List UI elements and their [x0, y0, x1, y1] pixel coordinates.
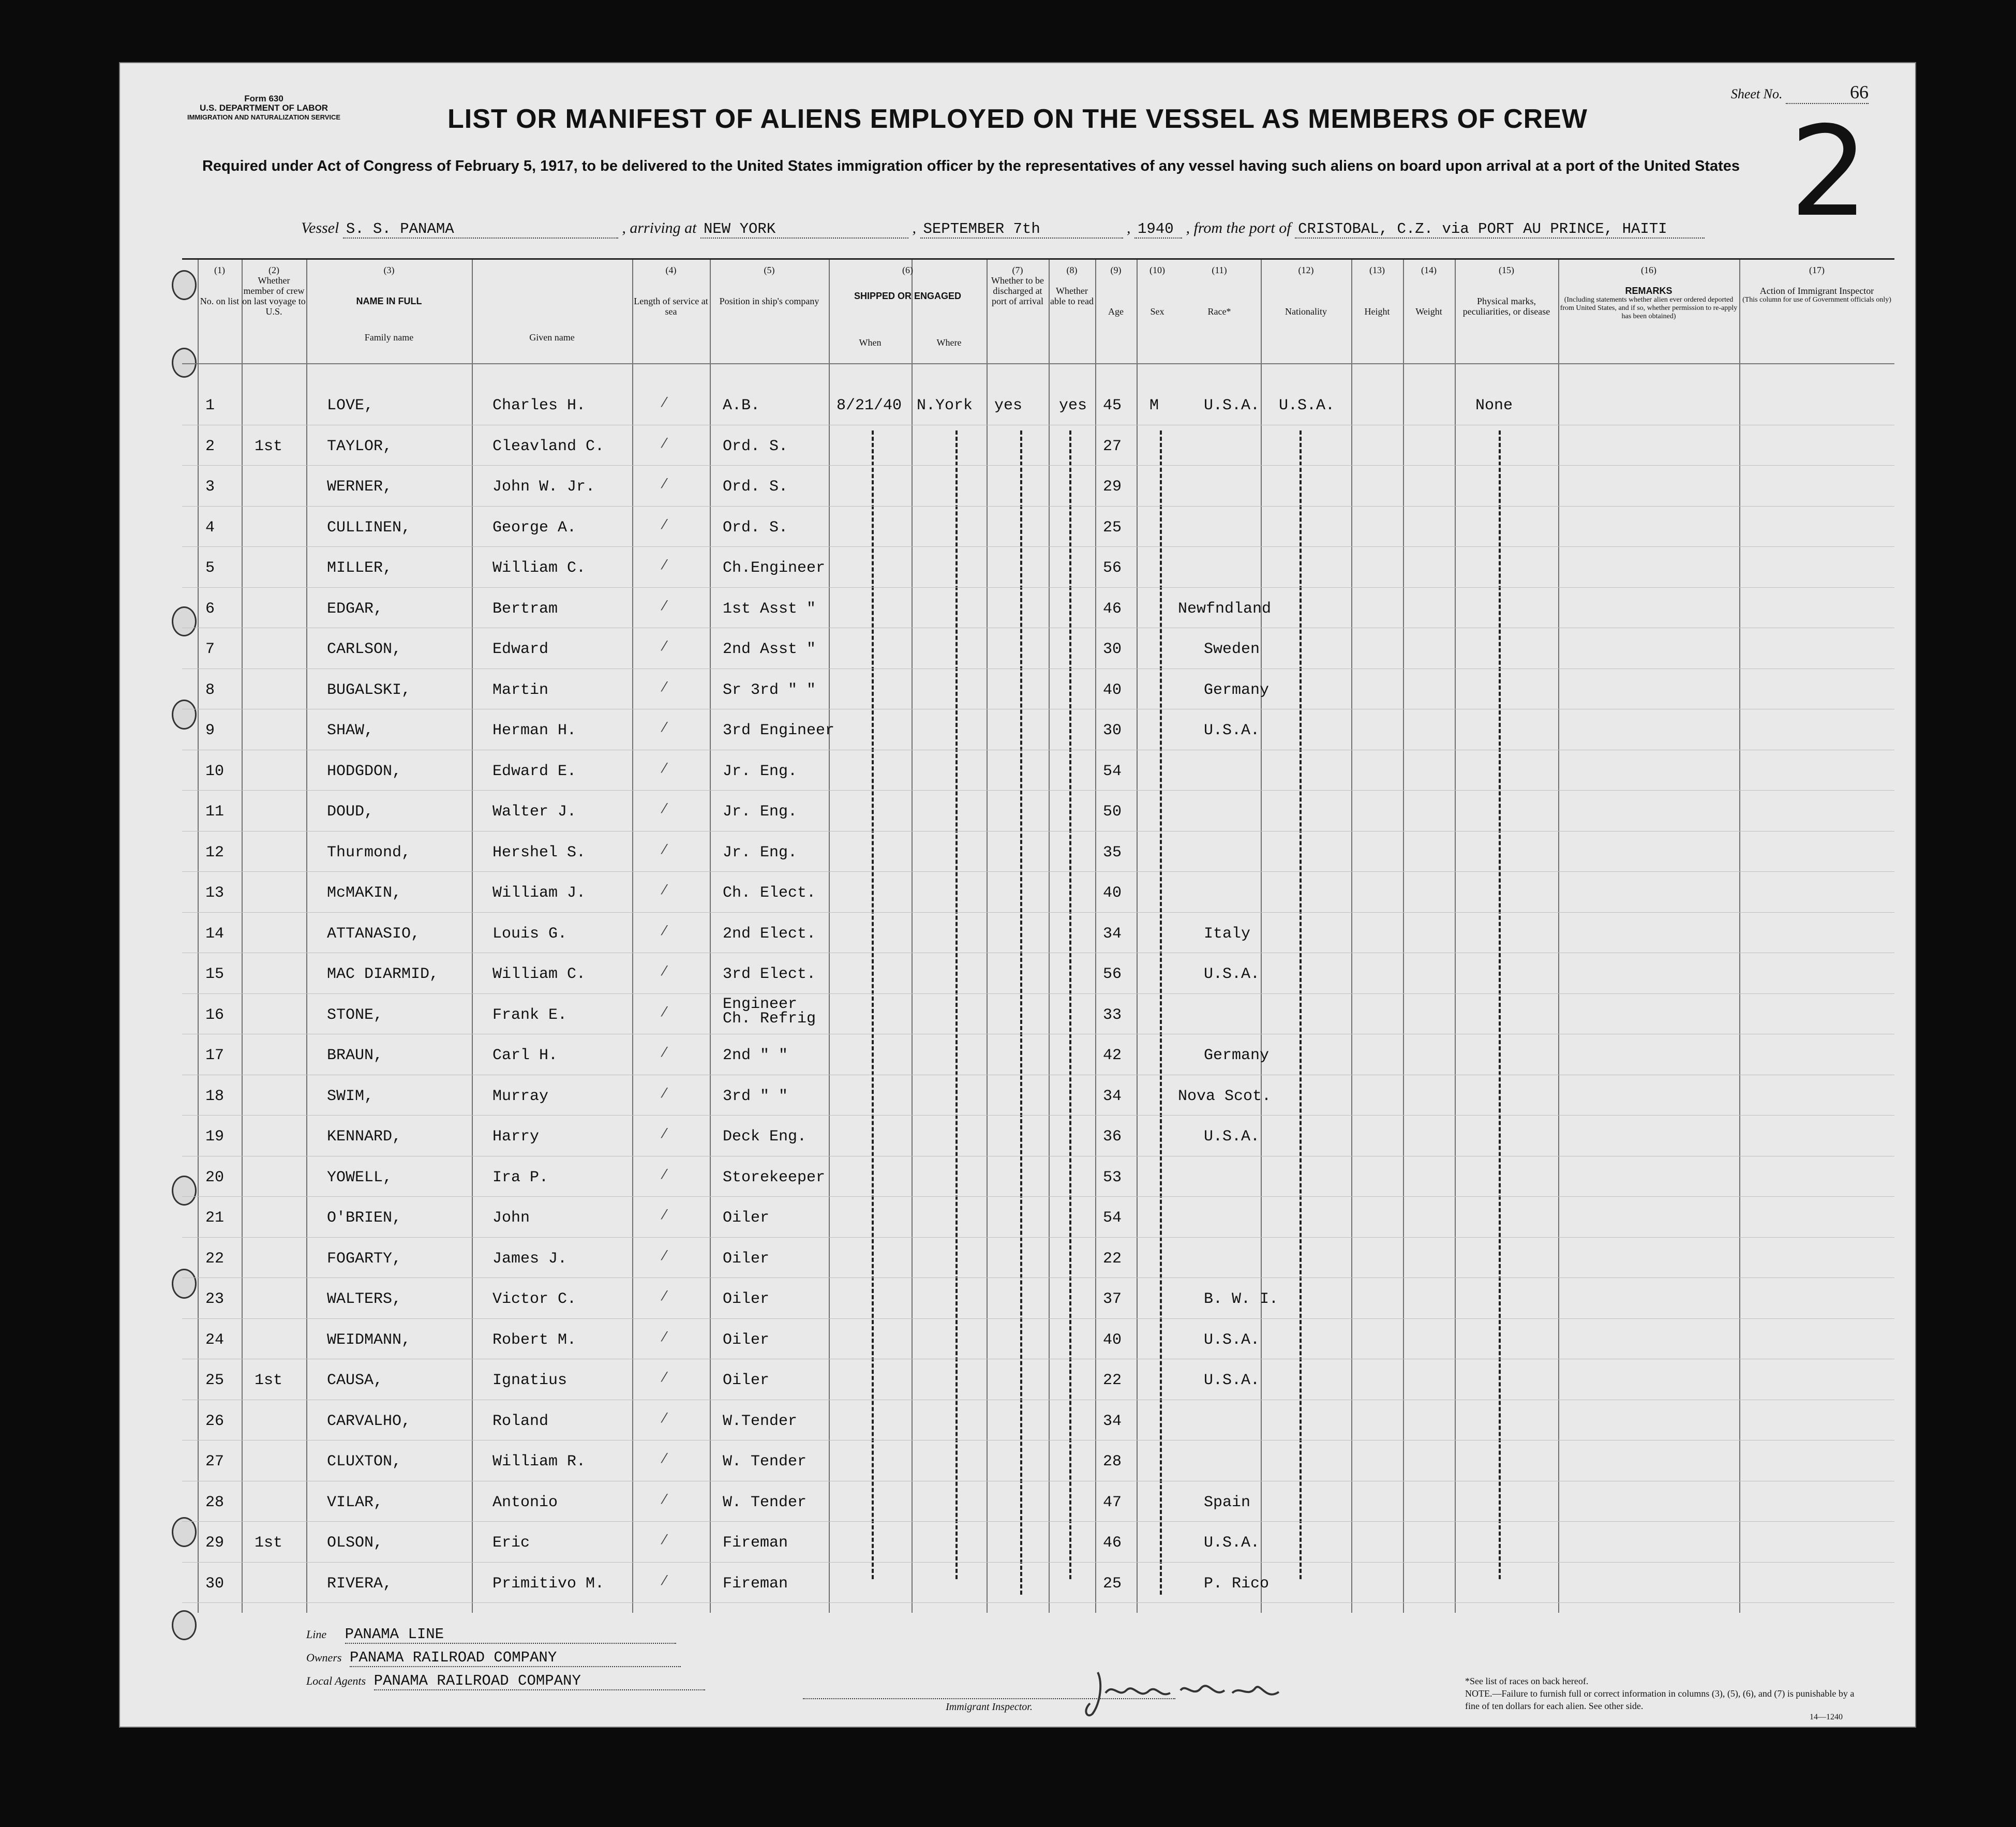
row-number-cell: 13: [205, 884, 225, 902]
position-cell: Sr 3rd " ": [723, 681, 816, 699]
row-number-cell: 5: [205, 559, 215, 577]
service-tick-icon: ⁄: [663, 1085, 666, 1101]
col-2-header: (2) Whether member of crew on last voyage to U.S.: [242, 265, 306, 317]
age-cell: 27: [1103, 437, 1122, 455]
row-number-cell: 30: [205, 1575, 225, 1593]
col-12-header: (12) Nationality: [1285, 265, 1327, 317]
row-number-cell: 28: [205, 1493, 225, 1511]
arriving-label: , arriving at: [622, 219, 697, 236]
service-tick-icon: ⁄: [663, 801, 666, 816]
race-cell: U.S.A.: [1204, 1372, 1260, 1389]
service-tick-icon: ⁄: [663, 882, 666, 898]
family-name-cell: TAYLOR,: [327, 437, 393, 455]
age-cell: 45: [1103, 397, 1122, 414]
position-cell: Oiler: [723, 1372, 770, 1389]
age-cell: 40: [1103, 1331, 1122, 1349]
service-tick-icon: ⁄: [663, 963, 666, 979]
row-number-cell: 25: [205, 1372, 225, 1389]
given-name-cell: William R.: [492, 1453, 586, 1470]
service-tick-icon: ⁄: [663, 679, 666, 695]
given-name-cell: Robert M.: [492, 1331, 577, 1349]
family-name-cell: WERNER,: [327, 478, 393, 496]
row-number-cell: 16: [205, 1006, 225, 1024]
given-name-cell: Murray: [492, 1087, 549, 1105]
given-name-cell: Cleavland C.: [492, 437, 605, 455]
inspector-line: Immigrant Inspector.: [803, 1698, 1175, 1713]
from-label: , from the port of: [1186, 219, 1291, 236]
col-16-header: (16) REMARKS (Including statements whether alien ever ordered deported from United States, and if so, whether permission to re-apply has been obtained): [1560, 265, 1738, 320]
given-name-cell: Bertram: [492, 600, 558, 618]
arrival-year: 1940: [1134, 220, 1182, 239]
family-name-cell: WEIDMANN,: [327, 1331, 411, 1349]
ditto-line-discharged: [1020, 430, 1022, 1595]
race-cell: U.S.A.: [1204, 966, 1260, 983]
vessel-label: Vessel: [301, 219, 339, 236]
family-name-cell: OLSON,: [327, 1534, 383, 1552]
ditto-line-marks: [1499, 430, 1501, 1579]
vessel-line: Vessel S. S. PANAMA , arriving at NEW YORK , SEPTEMBER 7th , 1940 , from the port of CRISTOBAL, C.Z. via PORT AU PRINCE, HAITI: [301, 219, 1705, 239]
given-name-cell: Primitivo M.: [492, 1575, 605, 1593]
given-name-cell: Edward: [492, 641, 549, 658]
row-number-cell: 21: [205, 1209, 225, 1227]
position-cell: 3rd Elect.: [723, 966, 816, 983]
row-number-cell: 1: [205, 397, 215, 414]
row-number-cell: 23: [205, 1290, 225, 1308]
row-number-cell: 10: [205, 762, 225, 780]
family-name-cell: LOVE,: [327, 397, 374, 414]
family-name-cell: DOUD,: [327, 803, 374, 821]
sex-cell: M: [1149, 397, 1159, 414]
family-name-cell: VILAR,: [327, 1493, 383, 1511]
family-name-cell: CARVALHO,: [327, 1412, 411, 1430]
given-name-cell: Walter J.: [492, 803, 577, 821]
position-cell: 2nd " ": [723, 1047, 788, 1064]
age-cell: 33: [1103, 1006, 1122, 1024]
given-name-cell: George A.: [492, 518, 577, 537]
age-cell: 42: [1103, 1047, 1122, 1064]
col-1-header: (1) No. on list: [200, 265, 240, 306]
race-cell: Germany: [1204, 1047, 1270, 1064]
list-mark: 2: [1789, 99, 1869, 244]
service-tick-icon: ⁄: [663, 923, 666, 939]
given-name-cell: John W. Jr.: [492, 478, 595, 496]
race-cell: Germany: [1204, 681, 1270, 699]
ditto-line-when: [872, 430, 874, 1579]
age-cell: 46: [1103, 600, 1122, 618]
race-cell: U.S.A.: [1204, 1331, 1260, 1349]
age-cell: 28: [1103, 1453, 1122, 1470]
family-name-cell: BUGALSKI,: [327, 681, 411, 699]
col-17-header: (17) Action of Immigrant Inspector (This column for use of Government officials only): [1742, 265, 1891, 304]
sheet-label: Sheet No.: [1730, 86, 1783, 101]
position-cell: Oiler: [723, 1331, 770, 1349]
col-3-given-header: Given name: [529, 332, 575, 343]
given-name-cell: Ira P.: [492, 1168, 549, 1186]
age-cell: 34: [1103, 1412, 1122, 1430]
service-tick-icon: ⁄: [663, 1045, 666, 1060]
given-name-cell: William J.: [492, 884, 586, 902]
service-tick-icon: ⁄: [663, 1207, 666, 1223]
given-name-cell: Carl H.: [492, 1047, 558, 1064]
row-number-cell: 14: [205, 925, 225, 943]
col-6-header: (6) SHIPPED OR ENGAGED When Where: [854, 265, 962, 348]
row-number-cell: 2: [205, 437, 215, 455]
family-name-cell: EDGAR,: [327, 600, 383, 618]
given-name-cell: Roland: [492, 1412, 549, 1430]
department-name: U.S. DEPARTMENT OF LABOR: [200, 103, 328, 113]
row-number-cell: 3: [205, 478, 215, 496]
discharged-cell: yes: [994, 397, 1023, 414]
line-value: PANAMA LINE: [345, 1626, 676, 1644]
binder-hole-icon: [172, 1610, 197, 1640]
family-name-cell: Thurmond,: [327, 843, 411, 861]
age-cell: 25: [1103, 518, 1122, 537]
nationality-cell: U.S.A.: [1279, 397, 1335, 414]
service-tick-icon: ⁄: [663, 1532, 666, 1548]
owners-value: PANAMA RAILROAD COMPANY: [350, 1649, 681, 1667]
inspector-signature: [1077, 1662, 1294, 1724]
row-number-cell: 20: [205, 1168, 225, 1186]
service-tick-icon: ⁄: [663, 1288, 666, 1304]
service-tick-icon: ⁄: [663, 516, 666, 532]
given-name-cell: Edward E.: [492, 762, 577, 780]
agents-field: Local Agents PANAMA RAILROAD COMPANY: [306, 1672, 705, 1690]
document-title: LIST OR MANIFEST OF ALIENS EMPLOYED ON THE VESSEL AS MEMBERS OF CREW: [447, 104, 1588, 134]
age-cell: 54: [1103, 762, 1122, 780]
given-name-cell: Martin: [492, 681, 549, 699]
position-cell: Storekeeper: [723, 1168, 826, 1186]
family-name-cell: ATTANASIO,: [327, 925, 421, 943]
age-cell: 29: [1103, 478, 1122, 496]
sheet-number: 66: [1786, 81, 1869, 104]
given-name-cell: Victor C.: [492, 1290, 577, 1308]
given-name-cell: Charles H.: [492, 397, 586, 414]
position-cell: Ch.Engineer: [723, 559, 826, 577]
family-name-cell: FOGARTY,: [327, 1250, 402, 1268]
position-cell: 2nd Elect.: [723, 925, 816, 943]
race-cell: P. Rico: [1204, 1575, 1270, 1593]
line-field: Line PANAMA LINE: [306, 1626, 676, 1644]
row-number-cell: 11: [205, 803, 225, 821]
col-15-header: (15) Physical marks, peculiarities, or disease: [1462, 265, 1550, 317]
physical-marks-cell: None: [1475, 397, 1513, 414]
family-name-cell: WALTERS,: [327, 1290, 402, 1308]
position-cell: Ord. S.: [723, 478, 788, 496]
crew-table: [182, 258, 1894, 1613]
row-number-cell: 26: [205, 1412, 225, 1430]
family-name-cell: MILLER,: [327, 559, 393, 577]
age-cell: 36: [1103, 1128, 1122, 1146]
row-number-cell: 6: [205, 600, 215, 618]
race-cell: U.S.A.: [1204, 397, 1260, 414]
row-number-cell: 15: [205, 966, 225, 983]
position-cell: Engineer Ch. Refrig: [723, 995, 816, 1028]
arrival-port: NEW YORK: [700, 220, 908, 239]
service-tick-icon: ⁄: [663, 1004, 666, 1020]
position-cell: Oiler: [723, 1290, 770, 1308]
age-cell: 34: [1103, 925, 1122, 943]
age-cell: 53: [1103, 1168, 1122, 1186]
position-cell: Ord. S.: [723, 437, 788, 455]
race-cell: B. W. I.: [1204, 1290, 1279, 1308]
row-number-cell: 18: [205, 1087, 225, 1105]
last-voyage-cell: 1st: [255, 1372, 283, 1389]
age-cell: 34: [1103, 1087, 1122, 1105]
service-tick-icon: ⁄: [663, 1166, 666, 1182]
row-number-cell: 7: [205, 641, 215, 658]
given-name-cell: Harry: [492, 1128, 540, 1146]
owners-field: Owners PANAMA RAILROAD COMPANY: [306, 1649, 681, 1667]
position-cell: W. Tender: [723, 1453, 807, 1470]
given-name-cell: Eric: [492, 1534, 530, 1552]
agents-value: PANAMA RAILROAD COMPANY: [374, 1672, 705, 1690]
row-number-cell: 19: [205, 1128, 225, 1146]
col-3-header: (3) NAME IN FULL Family name: [356, 265, 422, 343]
race-cell: Italy: [1204, 925, 1251, 943]
col-9-header: (9) Age: [1108, 265, 1124, 317]
row-number-cell: 27: [205, 1453, 225, 1470]
form-number: Form 630: [244, 94, 283, 103]
position-cell: Ord. S.: [723, 518, 788, 537]
service-tick-icon: ⁄: [663, 435, 666, 451]
shipped-where-cell: N.York: [917, 397, 973, 414]
penalty-note: NOTE.—Failure to furnish full or correct information in columns (3), (5), (6), and (7) is punishable by a fine of ten dollars for each alien. See other side.: [1465, 1688, 1855, 1711]
ditto-line-where: [955, 430, 958, 1579]
age-cell: 40: [1103, 884, 1122, 902]
age-cell: 56: [1103, 559, 1122, 577]
row-number-cell: 17: [205, 1047, 225, 1064]
service-tick-icon: ⁄: [663, 1329, 666, 1345]
row-number-cell: 29: [205, 1534, 225, 1552]
position-cell: Oiler: [723, 1250, 770, 1268]
given-name-cell: William C.: [492, 966, 586, 983]
print-code: 14—1240: [1810, 1713, 1843, 1721]
age-cell: 37: [1103, 1290, 1122, 1308]
position-cell: Deck Eng.: [723, 1128, 807, 1146]
col-10-header: (10) Sex: [1149, 265, 1165, 317]
family-name-cell: CAUSA,: [327, 1372, 383, 1389]
given-name-cell: Louis G.: [492, 925, 568, 943]
footer-notes: [1465, 1675, 1869, 1712]
position-cell: Fireman: [723, 1575, 788, 1593]
service-tick-icon: ⁄: [663, 476, 666, 492]
family-name-cell: RIVERA,: [327, 1575, 393, 1593]
age-cell: 46: [1103, 1534, 1122, 1552]
race-cell: Nova Scot.: [1178, 1087, 1272, 1105]
family-name-cell: CLUXTON,: [327, 1453, 402, 1470]
family-name-cell: YOWELL,: [327, 1168, 393, 1186]
service-tick-icon: ⁄: [663, 1572, 666, 1588]
position-cell: 2nd Asst ": [723, 641, 816, 658]
race-cell: Sweden: [1204, 641, 1260, 658]
family-name-cell: BRAUN,: [327, 1047, 383, 1064]
service-tick-icon: ⁄: [663, 1410, 666, 1426]
service-tick-icon: ⁄: [663, 760, 666, 776]
age-cell: 30: [1103, 722, 1122, 739]
position-cell: 3rd " ": [723, 1087, 788, 1105]
service-tick-icon: ⁄: [663, 598, 666, 614]
row-number-cell: 8: [205, 681, 215, 699]
position-cell: Jr. Eng.: [723, 762, 798, 780]
given-name-cell: Hershel S.: [492, 843, 586, 861]
given-name-cell: John: [492, 1209, 530, 1227]
last-voyage-cell: 1st: [255, 1534, 283, 1552]
document-subtitle: Required under Act of Congress of February 5, 1917, to be delivered to the United States immigration officer by the representatives of any vessel having such aliens on board upon arrival at a port of the United States: [202, 158, 1740, 174]
position-cell: Jr. Eng.: [723, 843, 798, 861]
races-note: *See list of races on back hereof.: [1465, 1676, 1589, 1686]
row-number-cell: 22: [205, 1250, 225, 1268]
position-cell: Fireman: [723, 1534, 788, 1552]
family-name-cell: KENNARD,: [327, 1128, 402, 1146]
departure-port: CRISTOBAL, C.Z. via PORT AU PRINCE, HAITI: [1295, 220, 1705, 239]
given-name-cell: Herman H.: [492, 722, 577, 739]
service-tick-icon: ⁄: [663, 1451, 666, 1466]
given-name-cell: Antonio: [492, 1493, 558, 1511]
age-cell: 47: [1103, 1493, 1122, 1511]
race-cell: U.S.A.: [1204, 1534, 1260, 1552]
age-cell: 22: [1103, 1250, 1122, 1268]
family-name-cell: CULLINEN,: [327, 518, 411, 537]
col-11-header: (11) Race*: [1207, 265, 1231, 317]
race-cell: U.S.A.: [1204, 1128, 1260, 1146]
position-cell: Ch. Elect.: [723, 884, 816, 902]
position-cell: 3rd Engineer: [723, 722, 835, 739]
age-cell: 35: [1103, 843, 1122, 861]
service-tick-icon: ⁄: [663, 557, 666, 573]
age-cell: 54: [1103, 1209, 1122, 1227]
family-name-cell: SWIM,: [327, 1087, 374, 1105]
given-name-cell: Frank E.: [492, 1006, 568, 1024]
service-tick-icon: ⁄: [663, 1491, 666, 1507]
row-number-cell: 12: [205, 843, 225, 861]
family-name-cell: O'BRIEN,: [327, 1209, 402, 1227]
position-cell: 1st Asst ": [723, 600, 816, 618]
given-name-cell: William C.: [492, 559, 586, 577]
col-5-header: (5) Position in ship's company: [719, 265, 819, 306]
given-name-cell: James J.: [492, 1250, 568, 1268]
position-cell: W.Tender: [723, 1412, 798, 1430]
family-name-cell: SHAW,: [327, 722, 374, 739]
race-cell: Newfndland: [1178, 600, 1272, 618]
able-to-read-cell: yes: [1059, 397, 1087, 414]
last-voyage-cell: 1st: [255, 437, 283, 455]
row-number-cell: 24: [205, 1331, 225, 1349]
arrival-date: SEPTEMBER 7th: [920, 220, 1123, 239]
family-name-cell: McMAKIN,: [327, 884, 402, 902]
service-name: IMMIGRATION AND NATURALIZATION SERVICE: [187, 113, 341, 121]
col-7-header: (7) Whether to be discharged at port of arrival: [991, 265, 1044, 306]
family-name-cell: MAC DIARMID,: [327, 966, 439, 983]
age-cell: 25: [1103, 1575, 1122, 1593]
service-tick-icon: ⁄: [663, 720, 666, 735]
service-tick-icon: ⁄: [663, 638, 666, 654]
ditto-line-read: [1069, 430, 1071, 1579]
position-cell: W. Tender: [723, 1493, 807, 1511]
age-cell: 22: [1103, 1372, 1122, 1389]
family-name-cell: STONE,: [327, 1006, 383, 1024]
position-cell: Oiler: [723, 1209, 770, 1227]
service-tick-icon: ⁄: [663, 1126, 666, 1141]
family-name-cell: CARLSON,: [327, 641, 402, 658]
service-tick-icon: ⁄: [663, 1247, 666, 1264]
manifest-page: [119, 62, 1916, 1728]
shipped-when-cell: 8/21/40: [837, 397, 902, 414]
race-cell: Spain: [1204, 1493, 1251, 1511]
position-cell: Jr. Eng.: [723, 803, 798, 821]
age-cell: 30: [1103, 641, 1122, 658]
age-cell: 40: [1103, 681, 1122, 699]
ditto-line-sex: [1160, 430, 1162, 1595]
age-cell: 56: [1103, 966, 1122, 983]
vessel-name: S. S. PANAMA: [343, 220, 618, 239]
row-number-cell: 4: [205, 518, 215, 537]
service-tick-icon: ⁄: [663, 1370, 666, 1385]
service-tick-icon: ⁄: [663, 395, 666, 410]
race-cell: U.S.A.: [1204, 722, 1260, 739]
col-14-header: (14) Weight: [1415, 265, 1442, 317]
col-8-header: (8) Whether able to read: [1050, 265, 1094, 306]
row-number-cell: 9: [205, 722, 215, 739]
service-tick-icon: ⁄: [663, 841, 666, 857]
given-name-cell: Ignatius: [492, 1372, 568, 1389]
col-4-header: (4) Length of service at sea: [634, 265, 708, 317]
col-13-header: (13) Height: [1364, 265, 1390, 317]
position-cell: A.B.: [723, 397, 760, 414]
ditto-line-nationality: [1300, 430, 1302, 1579]
family-name-cell: HODGDON,: [327, 762, 402, 780]
age-cell: 50: [1103, 803, 1122, 821]
